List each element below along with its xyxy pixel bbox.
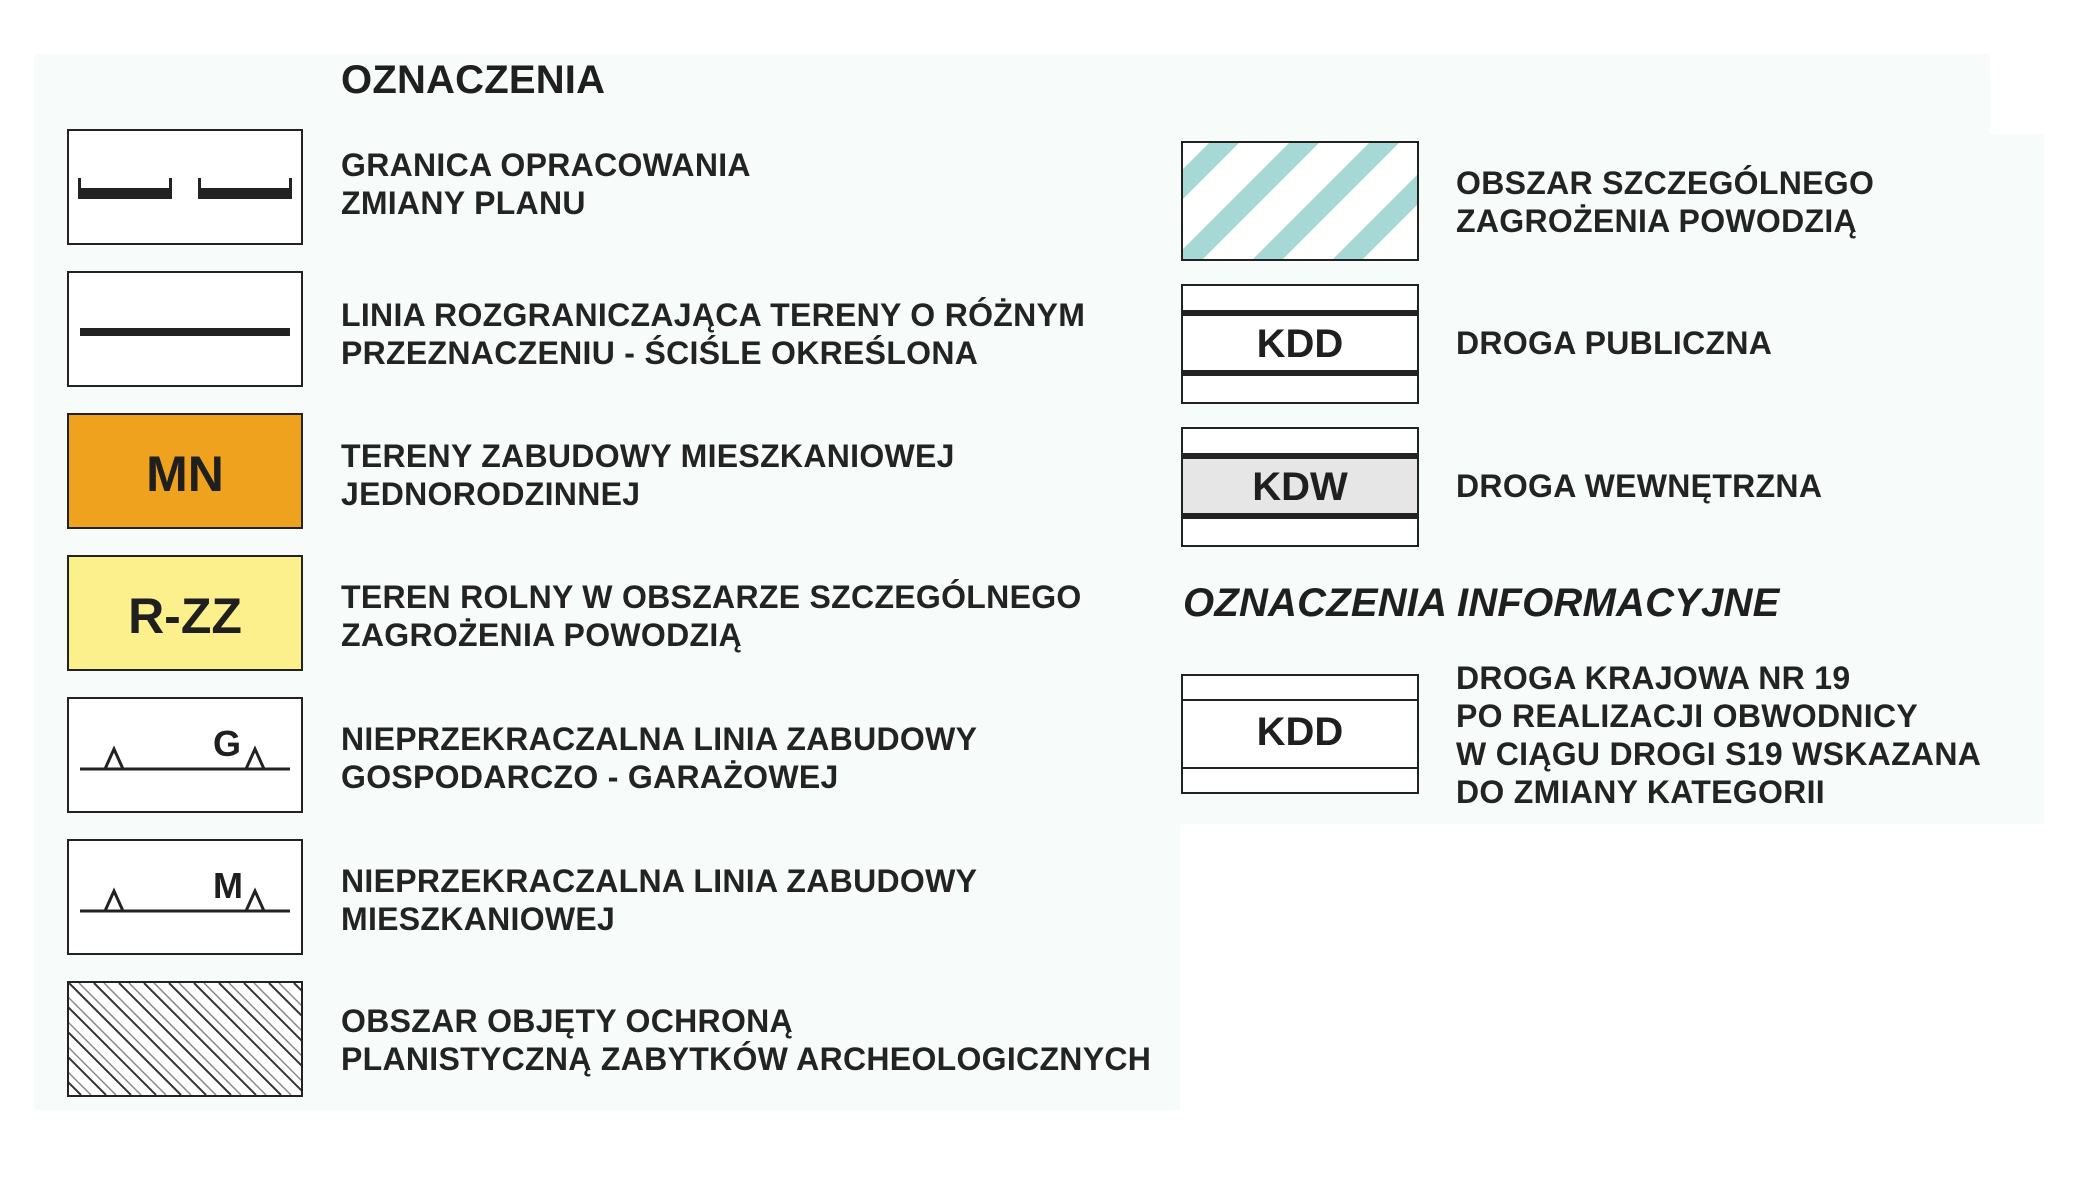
flood-hazard-symbol <box>1181 141 1419 261</box>
rzz-zone-label: TEREN ROLNY W OBSZARZE SZCZEGÓLNEGO ZAGROŻENIA POWODZIĄ <box>341 579 1082 653</box>
building-line-m-label: NIEPRZEKRACZALNA LINIA ZABUDOWY MIESZKANIOWEJ <box>341 863 978 937</box>
kdw-internal-road-label: DROGA WEWNĘTRZNA <box>1456 468 1823 504</box>
building-line-g-label: NIEPRZEKRACZALNA LINIA ZABUDOWY GOSPODARCZO - GARAŻOWEJ <box>341 721 978 795</box>
kdw-internal-road-symbol <box>1181 427 1419 547</box>
rzz-code: R-ZZ <box>128 588 242 644</box>
building-line-m-code: M <box>213 865 243 906</box>
kdd-national-road-symbol <box>1181 674 1419 794</box>
building-line-g-symbol <box>67 697 303 813</box>
kdw-code: KDW <box>1252 465 1348 509</box>
dividing-line-symbol <box>67 271 303 387</box>
mn-zone-label: TERENY ZABUDOWY MIESZKANIOWEJ JEDNORODZINNEJ <box>341 438 955 512</box>
dividing-line-label: LINIA ROZGRANICZAJĄCA TERENY O RÓŻNYM PRZEZNACZENIU - ŚCIŚLE OKREŚLONA <box>341 297 1086 371</box>
mn-zone-symbol <box>67 413 303 529</box>
building-line-g-code: G <box>213 723 242 764</box>
kdd-code: KDD <box>1256 322 1344 366</box>
mn-code: MN <box>146 446 224 502</box>
building-line-m-symbol <box>67 839 303 955</box>
rzz-zone-symbol <box>67 555 303 671</box>
legend-panel-right <box>1180 54 1990 134</box>
kdd-national-road-label: DROGA KRAJOWA NR 19 PO REALIZACJI OBWODNICY W CIĄGU DROGI S19 WSKAZANA DO ZMIANY KATEGORII <box>1456 660 1982 810</box>
archaeology-protection-symbol <box>67 981 303 1097</box>
kdd-public-road-symbol <box>1181 284 1419 404</box>
info-legend-title: OZNACZENIA INFORMACYJNE <box>1183 581 1780 625</box>
plan-boundary-symbol <box>67 129 303 245</box>
legend-title: OZNACZENIA <box>341 58 606 102</box>
kdd-national-code: KDD <box>1256 710 1344 754</box>
archaeology-protection-label: OBSZAR OBJĘTY OCHRONĄ PLANISTYCZNĄ ZABYTKÓW ARCHEOLOGICZNYCH <box>341 1003 1152 1077</box>
kdd-public-road-label: DROGA PUBLICZNA <box>1456 325 1773 361</box>
flood-hazard-label: OBSZAR SZCZEGÓLNEGO ZAGROŻENIA POWODZIĄ <box>1456 165 1875 239</box>
plan-boundary-label: GRANICA OPRACOWANIA ZMIANY PLANU <box>341 147 751 221</box>
